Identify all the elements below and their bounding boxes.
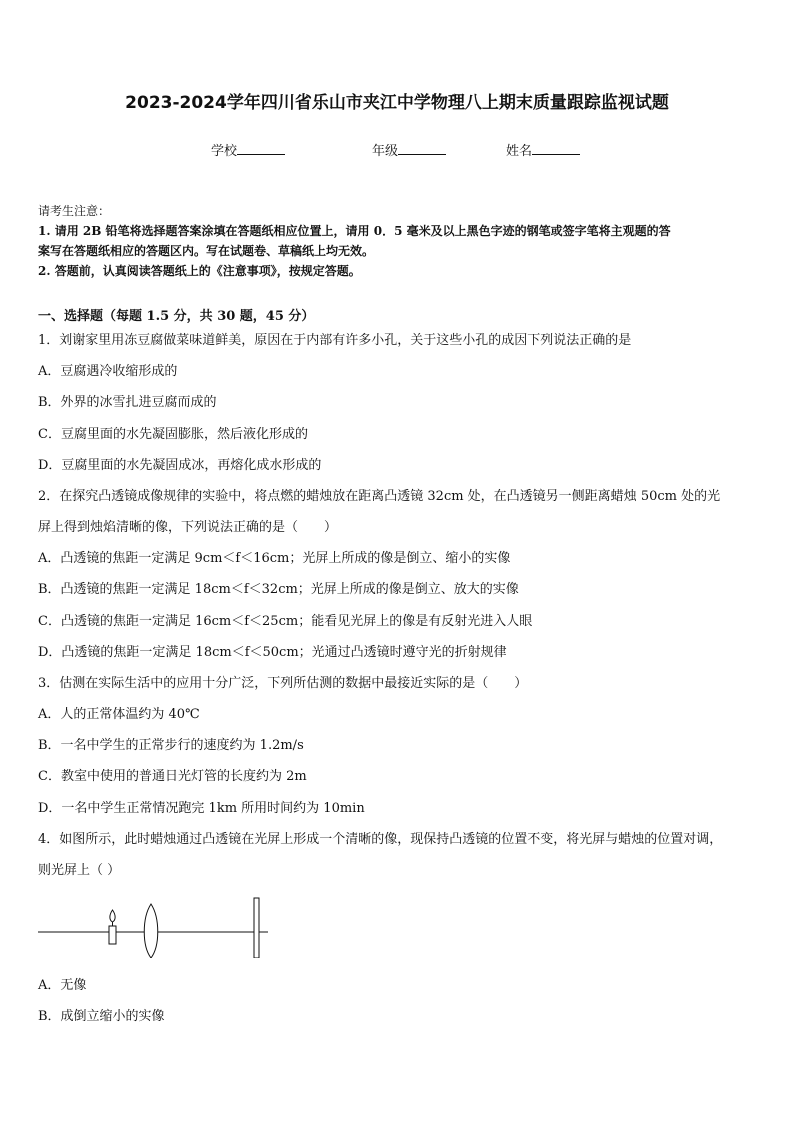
question-2-option-a: A．凸透镜的焦距一定满足 9cm＜f＜16cm；光屏上所成的像是倒立、缩小的实像 [38, 551, 511, 566]
grade-blank [398, 142, 446, 155]
notice-item-1-line-1: 1. 请用 2B 铅笔将选择题答案涂填在答题纸相应位置上，请用 0．5 毫米及以上黑色字迹的钢笔或签字笔将主观题的答 [38, 224, 671, 238]
question-1-option-c: C．豆腐里面的水先凝固膨胀，然后液化形成的 [38, 427, 308, 442]
question-4-stem-line-2: 则光屏上（ ） [38, 863, 121, 878]
name-field [506, 140, 580, 159]
question-2-option-d: D．凸透镜的焦距一定满足 18cm＜f＜50cm；光通过凸透镜时遵守光的折射规律 [38, 645, 507, 660]
optics-figure [38, 892, 268, 958]
name-blank [532, 142, 580, 155]
question-1-option-a: A．豆腐遇冷收缩形成的 [38, 364, 178, 379]
candle-icon [109, 910, 116, 944]
question-3-option-a: A．人的正常体温约为 40℃ [38, 707, 200, 722]
school-blank [237, 142, 285, 155]
question-3-option-c: C．教室中使用的普通日光灯管的长度约为 2m [38, 769, 307, 784]
question-4-option-b: B．成倒立缩小的实像 [38, 1009, 165, 1024]
question-1-option-d: D．豆腐里面的水先凝固成冰，再熔化成水形成的 [38, 458, 322, 473]
question-2-option-c: C．凸透镜的焦距一定满足 16cm＜f＜25cm；能看见光屏上的像是有反射光进入人眼 [38, 614, 533, 629]
convex-lens-icon [144, 904, 158, 958]
school-field [211, 140, 285, 159]
grade-field [372, 140, 446, 159]
notice-item-2: 2. 答题前，认真阅读答题纸上的《注意事项》，按规定答题。 [38, 264, 361, 278]
grade-label: 年级 [372, 144, 399, 159]
question-1-stem: 1．刘谢家里用冻豆腐做菜味道鲜美，原因在于内部有许多小孔，关于这些小孔的成因下列说法正确的是 [38, 333, 632, 348]
screen-icon [254, 898, 259, 958]
question-3-option-b: B．一名中学生的正常步行的速度约为 1.2m/s [38, 738, 304, 753]
question-4-stem-line-1: 4．如图所示，此时蜡烛通过凸透镜在光屏上形成一个清晰的像，现保持凸透镜的位置不变，将光屏与蜡烛的位置对调， [38, 832, 723, 847]
question-2-stem-line-2: 屏上得到烛焰清晰的像，下列说法正确的是（ ） [38, 520, 338, 535]
notice-item-1-line-2: 案写在答题纸相应的答题区内。写在试题卷、草稿纸上均无效。 [38, 244, 375, 258]
question-2-option-b: B．凸透镜的焦距一定满足 18cm＜f＜32cm；光屏上所成的像是倒立、放大的实像 [38, 582, 519, 597]
question-1-option-b: B．外界的冰雪扎进豆腐而成的 [38, 395, 217, 410]
section-heading: 一、选择题（每题 1.5 分，共 30 题，45 分） [38, 309, 315, 324]
name-label: 姓名 [506, 144, 533, 159]
question-3-stem: 3．估测在实际生活中的应用十分广泛，下列所估测的数据中最接近实际的是（ ） [38, 676, 528, 691]
question-3-option-d: D．一名中学生正常情况跑完 1km 所用时间约为 10min [38, 801, 365, 816]
notice-block [38, 201, 760, 281]
question-2-stem-line-1: 2．在探究凸透镜成像规律的实验中，将点燃的蜡烛放在距离凸透镜 32cm 处，在凸透镜另一侧距离蜡烛 50cm 处的光 [38, 489, 721, 504]
question-4-option-a: A．无像 [38, 978, 87, 993]
notice-heading: 请考生注意： [38, 204, 111, 218]
page-title: 2023-2024学年四川省乐山市夹江中学物理八上期末质量跟踪监视试题 [125, 93, 669, 113]
school-label: 学校 [211, 144, 238, 159]
